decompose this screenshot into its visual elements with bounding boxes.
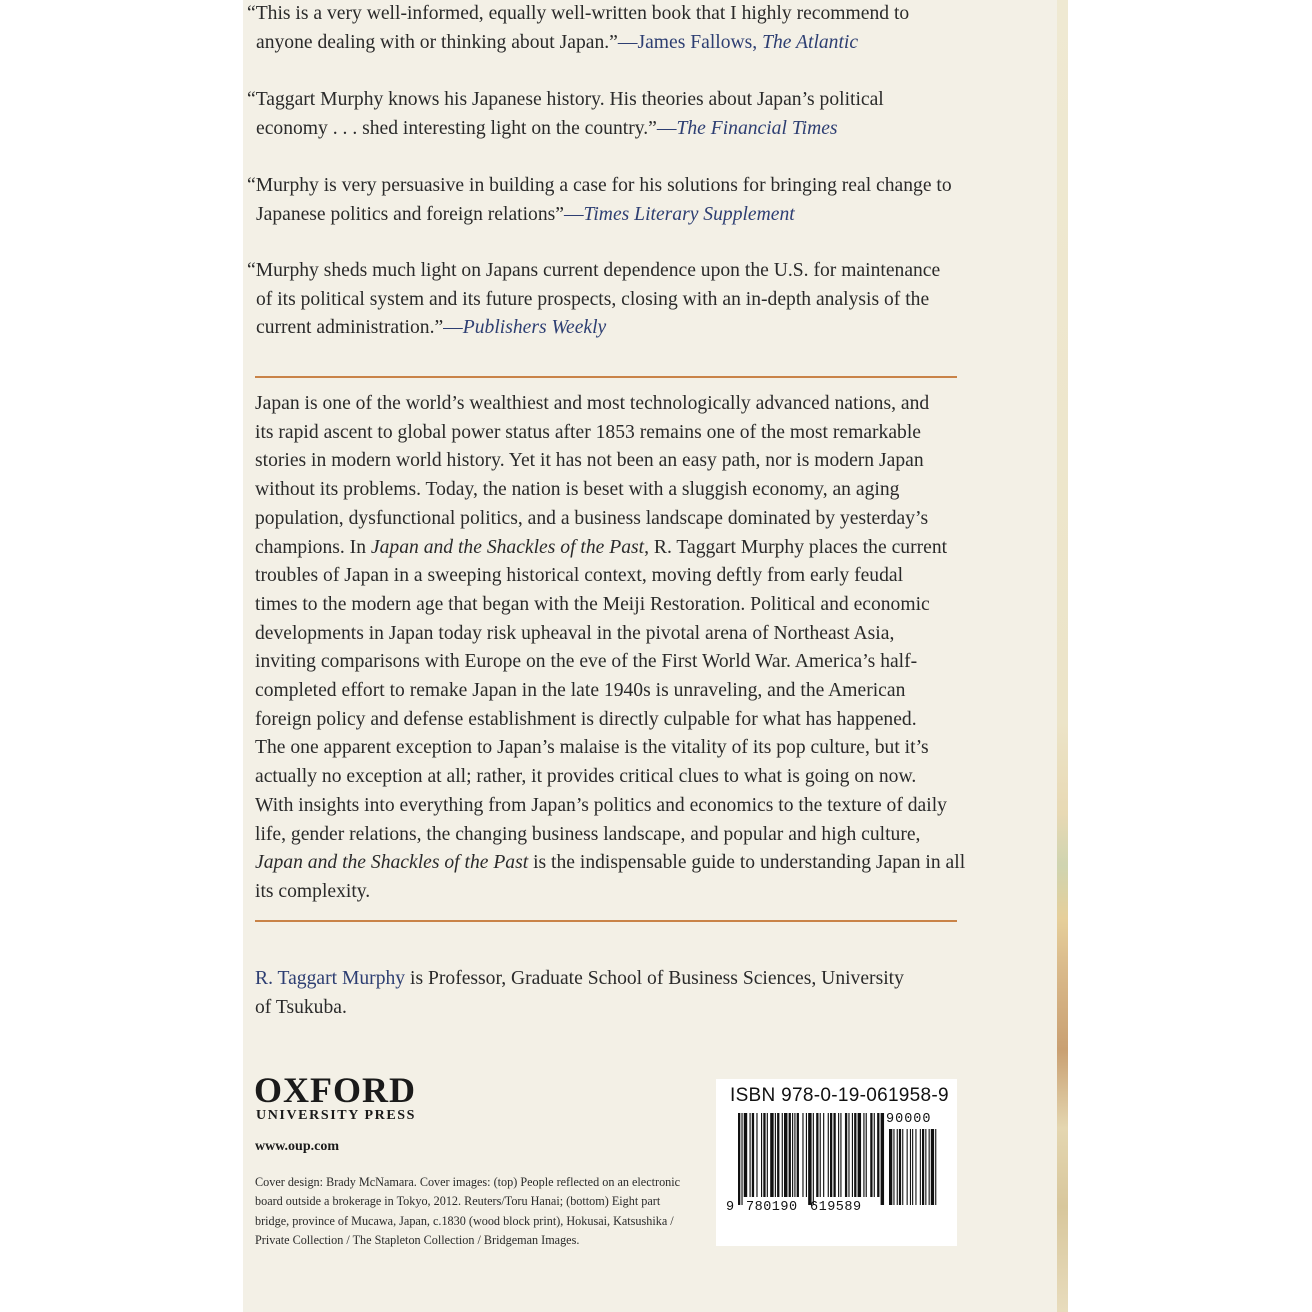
quote-line: “This is a very well-informed, equally well-written book that I highly recommend to (247, 3, 910, 24)
isbn-barcode-box (716, 1079, 957, 1246)
publisher-logo: OXFORD (254, 1070, 416, 1110)
quote-source: —James Fallows, The Atlantic (617, 31, 859, 53)
review-quote (247, 0, 967, 57)
quote-line: “Taggart Murphy knows his Japanese history. His theories about Japan’s political (247, 89, 884, 110)
book-title: Japan and the Shackles of the Past (255, 852, 529, 874)
barcode-digits: 619589 (810, 1200, 862, 1215)
quote-line: of its political system and its future prospects, closing with an in-depth analysis of the (256, 288, 930, 310)
divider-rule (255, 920, 957, 922)
quote-line: economy . . . shed interesting light on the country.” (256, 117, 657, 139)
quote-line: “Murphy sheds much light on Japans current dependence upon the U.S. for maintenance (247, 260, 941, 281)
isbn-label: ISBN 978-0-19-061958-9 (730, 1085, 949, 1106)
review-quote (247, 172, 967, 229)
divider-rule (255, 376, 957, 378)
quote-source: —Publishers Weekly (443, 317, 607, 339)
book-description: Japan is one of the world’s wealthiest and most technologically advanced nations, and its rapid ascent to global power status after 1853 remains one of the most remarkable stories in modern world history. Yet it has not been an easy path, nor is modern Japan without its problems. Today, the nation is beset with a sluggish economy, an aging population, dysfunctional politics, and a business landscape dominated by yesterday’s champions. In Japan and the Shackles of the Past, R. Taggart Murphy places the current troubles of Japan in a sweeping historical context, moving deftly from early feudal times to the modern age that began with the Meiji Restoration. Political and economic developments in Japan today risk upheaval in the pivotal arena of Northeast Asia, inviting comparisons with Europe on the eve of the First World War. America’s half- completed effort to remake Japan in the late 1940s is unraveling, and the American foreign policy and defense establishment is directly culpable for what has happened. The one apparent exception to Japan’s malaise is the vitality of its pop culture, but it’s actually no exception at all; rather, it provides critical clues to what is going on now. With insights into everything from Japan’s politics and economics to the texture of daily life, gender relations, the changing business landscape, and popular and high culture, Japan and the Shackles of the Past is the indispensable guide to understanding Japan in all its complexity. (255, 393, 966, 902)
quote-source: —Times Literary Supplement (563, 203, 795, 225)
cover-credits: Cover design: Brady McNamara. Cover images: (top) People reflected on an electronic board outside a brokerage in Tokyo, 2012. Reuters/Toru Hanai; (bottom) Eight part bridge, province of Mucawa, Japan, c.1830 (wood block print), Hokusai, Katsushika / Private Collection / The Stapleton Collection / Bridgeman Images. (255, 1175, 681, 1248)
review-quote (247, 86, 967, 143)
quote-line: “Murphy is very persuasive in building a case for his solutions for bringing real change to (247, 175, 952, 196)
review-quote (247, 257, 967, 343)
publisher-logo-subtitle: UNIVERSITY PRESS (256, 1108, 417, 1123)
barcode-digit: 9 (726, 1200, 735, 1215)
barcode-digits: 780190 (746, 1200, 798, 1215)
cover-art-edge (1057, 0, 1068, 1312)
quote-source: —The Financial Times (656, 117, 838, 139)
publisher-website[interactable]: www.oup.com (255, 1139, 340, 1154)
author-bio: R. Taggart Murphy is Professor, Graduate School of Business Sciences, University of Tsukuba. (255, 968, 904, 1018)
author-name: R. Taggart Murphy (255, 968, 406, 989)
quote-line: anyone dealing with or thinking about Japan.” (256, 31, 618, 53)
price-code: 90000 (886, 1112, 932, 1127)
quote-line: current administration.” (256, 317, 444, 339)
quote-line: Japanese politics and foreign relations” (256, 203, 564, 225)
book-title: Japan and the Shackles of the Past (370, 536, 645, 558)
